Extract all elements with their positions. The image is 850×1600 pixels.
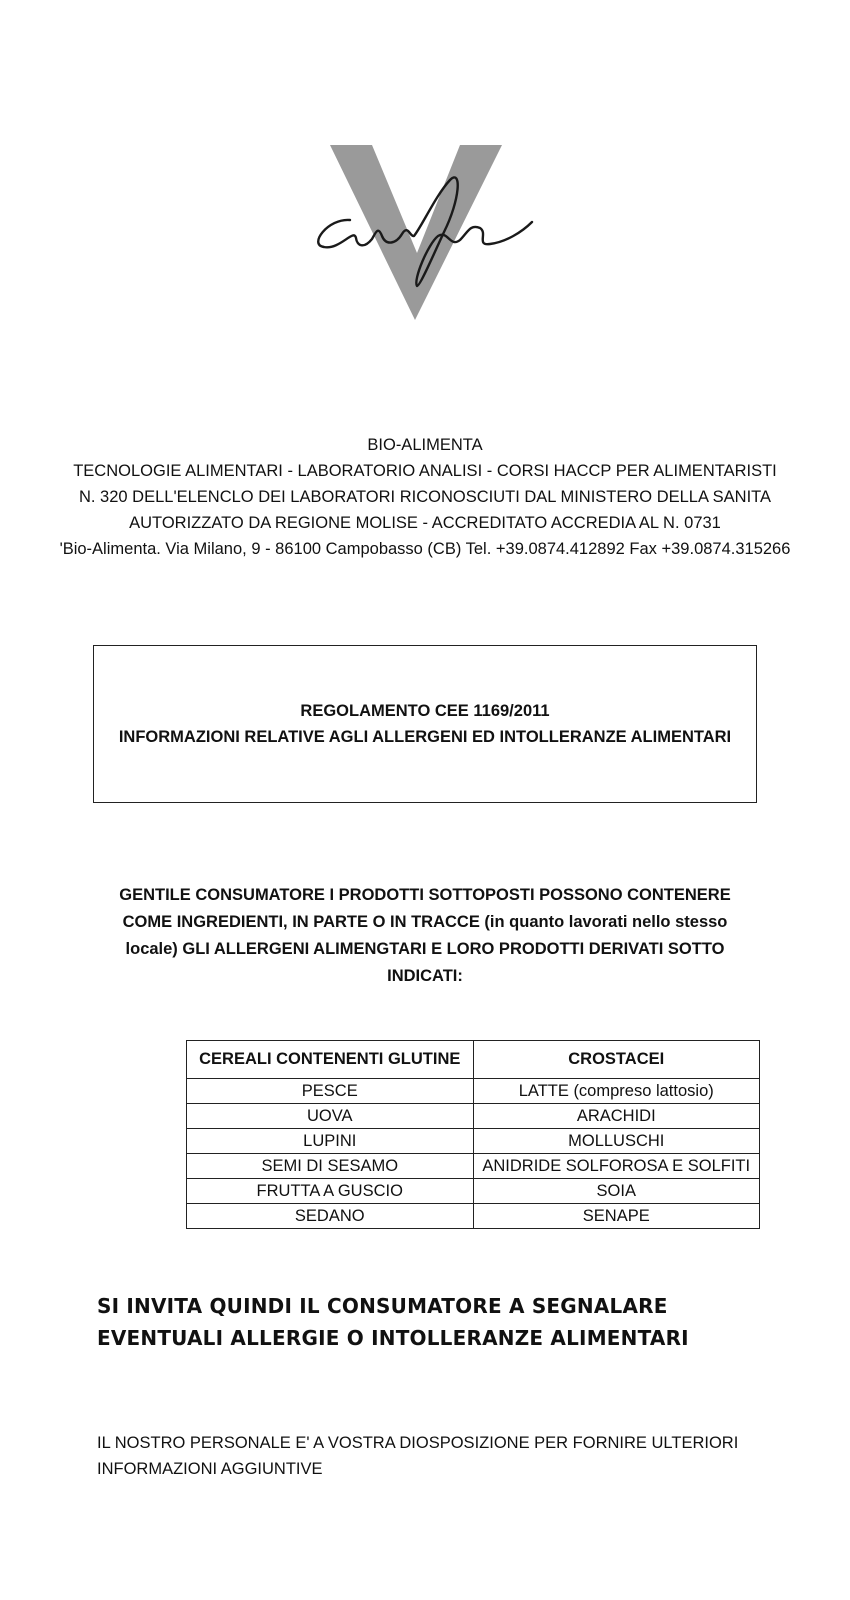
table-row <box>187 1154 760 1179</box>
table-header-cell: CROSTACEI <box>473 1041 760 1079</box>
table-cell: SOIA <box>473 1179 760 1204</box>
table-cell: SENAPE <box>473 1204 760 1229</box>
table-row <box>187 1104 760 1129</box>
table-cell: LUPINI <box>187 1129 474 1154</box>
table-header-row <box>187 1041 760 1079</box>
table-cell: SEDANO <box>187 1204 474 1229</box>
lab-name: BIO-ALIMENTA <box>367 436 483 454</box>
staff-notice-line: IL NOSTRO PERSONALE E' A VOSTRA DIOSPOSIZIONE PER FORNIRE ULTERIORI <box>97 1434 739 1452</box>
table-row <box>187 1129 760 1154</box>
table-cell: LATTE (compreso lattosio) <box>473 1079 760 1104</box>
allergen-table <box>186 1040 760 1229</box>
lab-contact: 'Bio-Alimenta. Via Milano, 9 - 86100 Campobasso (CB) Tel. +39.0874.412892 Fax +39.0874.315266 <box>59 540 791 558</box>
laboratory-header <box>0 432 850 562</box>
table-cell: ARACHIDI <box>473 1104 760 1129</box>
staff-notice-line: INFORMAZIONI AGGIUNTIVE <box>97 1460 323 1478</box>
table-row <box>187 1079 760 1104</box>
logo-image <box>310 140 550 330</box>
table-cell: MOLLUSCHI <box>473 1129 760 1154</box>
staff-notice <box>97 1430 797 1482</box>
lab-accreditation: AUTORIZZATO DA REGIONE MOLISE - ACCREDITATO ACCREDIA AL N. 0731 <box>129 514 721 532</box>
regulation-box <box>93 645 757 803</box>
invitation-line: SI INVITA QUINDI IL CONSUMATORE A SEGNALARE <box>97 1294 668 1318</box>
allergy-invitation <box>97 1290 797 1354</box>
regulation-title: REGOLAMENTO CEE 1169/2011 <box>300 702 550 720</box>
table-row <box>187 1204 760 1229</box>
invitation-line: EVENTUALI ALLERGIE O INTOLLERANZE ALIMENTARI <box>97 1326 689 1350</box>
table-header-cell: CEREALI CONTENENTI GLUTINE <box>187 1041 474 1079</box>
lab-registration: N. 320 DELL'ELENCLO DEI LABORATORI RICONOSCIUTI DAL MINISTERO DELLA SANITA <box>78 488 772 506</box>
lab-services: TECNOLOGIE ALIMENTARI - LABORATORIO ANALISI - CORSI HACCP PER ALIMENTARISTI <box>73 462 777 480</box>
table-cell: PESCE <box>187 1079 474 1104</box>
table-row <box>187 1179 760 1204</box>
consumer-notice: GENTILE CONSUMATORE I PRODOTTI SOTTOPOSTI POSSONO CONTENERE COME INGREDIENTI, IN PARTE O IN TRACCE (in quanto lavorati nello stesso locale) GLI ALLERGENI ALIMENGTARI E LORO PRODOTTI DERIVATI SOTTO INDICATI: <box>119 886 731 985</box>
table-cell: ANIDRIDE SOLFOROSA E SOLFITI <box>473 1154 760 1179</box>
table-cell: FRUTTA A GUSCIO <box>187 1179 474 1204</box>
regulation-subtitle: INFORMAZIONI RELATIVE AGLI ALLERGENI ED INTOLLERANZE ALIMENTARI <box>118 728 732 746</box>
table-cell: UOVA <box>187 1104 474 1129</box>
table-cell: SEMI DI SESAMO <box>187 1154 474 1179</box>
